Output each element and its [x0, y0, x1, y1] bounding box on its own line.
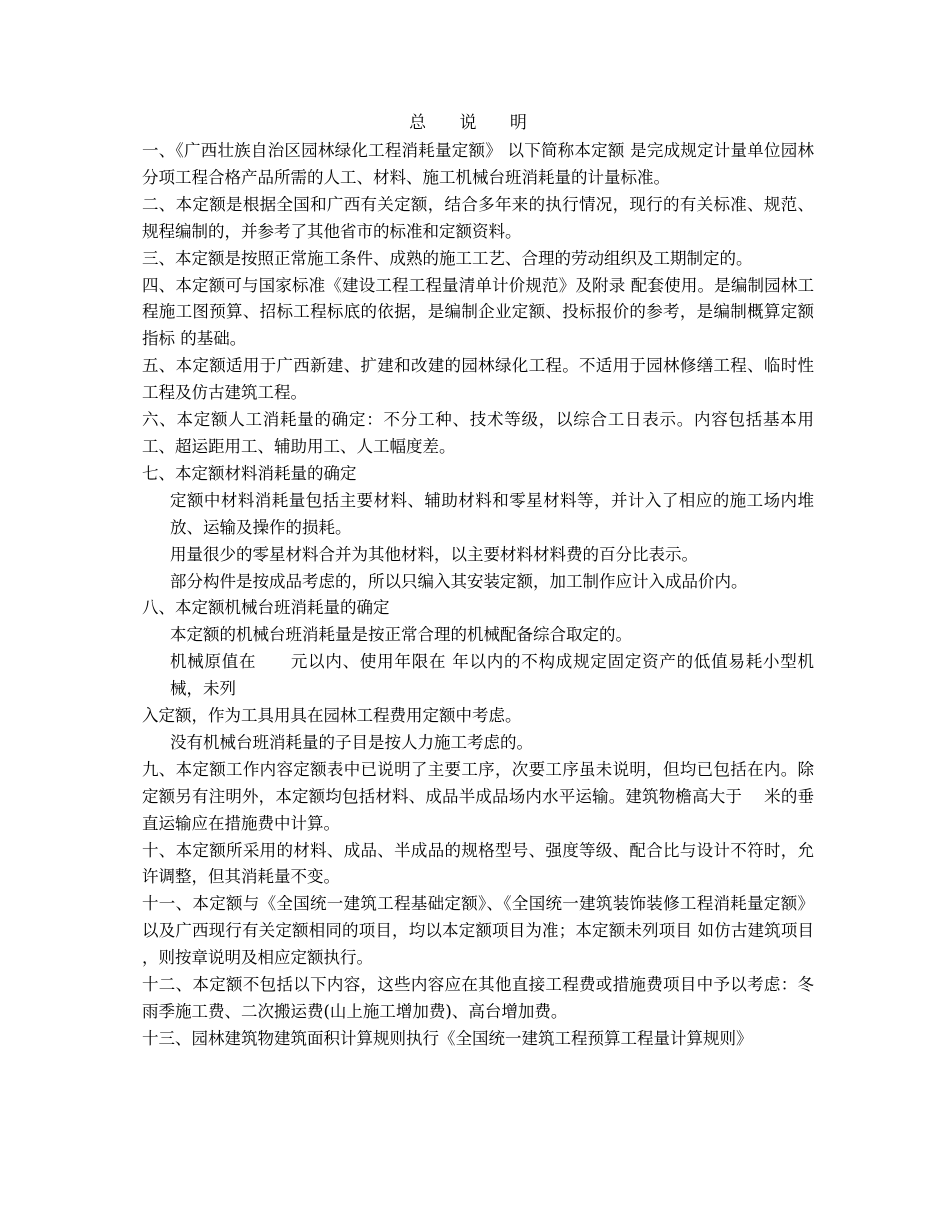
paragraph-13: 十三、园林建筑物建筑面积计算规则执行《全国统一建筑工程预算工程量计算规则》 — [142, 1028, 753, 1048]
paragraph-4: 四、本定额可与国家标准《建设工程工程量清单计价规范》及附录 配套使用。是编制园林工程施工图预算、招标工程标底的依据，是编制企业定额、投标报价的参考，是编制概算定额 指标 的基础。 — [142, 275, 814, 349]
document-body — [142, 138, 814, 1053]
paragraph-7-heading: 七、本定额材料消耗量的确定 — [142, 463, 357, 483]
paragraph-8-item-3: 没有机械台班消耗量的子目是按人力施工考虑的。 — [170, 732, 533, 752]
paragraph-1: 一、《广西壮族自治区园林绿化工程消耗量定额》 以下简称本定额 是完成规定计量单位园林分项工程合格产品所需的人工、材料、施工机械台班消耗量的计量标准。 — [142, 141, 814, 187]
paragraph-10: 十、本定额所采用的材料、成品、半成品的规格型号、强度等级、配合比与设计不符时，允许调整，但其消耗量不变。 — [142, 840, 814, 887]
paragraph-8-item-2-continued: 入定额，作为工具用具在园林工程费用定额中考虑。 — [142, 706, 522, 726]
paragraph-8-item-2: 机械原值在 元以内、使用年限在 年以内的不构成规定固定资产的低值易耗小型机械，未列 — [170, 652, 814, 699]
paragraph-8-item-1: 本定额的机械台班消耗量是按正常合理的机械配备综合取定的。 — [170, 625, 632, 645]
document-title: 总 说 明 — [409, 113, 541, 133]
paragraph-7-item-3: 部分构件是按成品考虑的，所以只编入其安装定额，加工制作应计入成品价内。 — [170, 571, 748, 591]
paragraph-11: 十一、本定额与《全国统一建筑工程基础定额》、《全国统一建筑装饰装修工程消耗量定额》以及广西现行有关定额相同的项目，均以本定额项目为准；本定额未列项目 如仿古建筑项目 ，则按章说明及相应定额执行。 — [142, 894, 814, 968]
paragraph-3: 三、本定额是按照正常施工条件、成熟的施工工艺、合理的劳动组织及工期制定的。 — [142, 248, 753, 268]
paragraph-2: 二、本定额是根据全国和广西有关定额，结合多年来的执行情况，现行的有关标准、规范、规程编制的，并参考了其他省市的标准和定额资料。 — [142, 194, 814, 241]
paragraph-8-heading: 八、本定额机械台班消耗量的确定 — [142, 598, 390, 618]
paragraph-12: 十二、本定额不包括以下内容，这些内容应在其他直接工程费或措施费项目中予以考虑：冬雨季施工费、二次搬运费(山上施工增加费)、高台增加费。 — [142, 975, 814, 1021]
paragraph-9: 九、本定额工作内容定额表中已说明了主要工序，次要工序虽未说明，但均已包括在内。除定额另有注明外，本定额均包括材料、成品半成品场内水平运输。建筑物檐高大于 米的垂直运输应在措施费中计算。 — [142, 759, 814, 833]
paragraph-7-item-2: 用量很少的零星材料合并为其他材料，以主要材料材料费的百分比表示。 — [170, 544, 698, 564]
paragraph-7-item-1: 定额中材料消耗量包括主要材料、辅助材料和零星材料等，并计入了相应的施工场内堆放、运输及操作的损耗。 — [170, 490, 814, 537]
paragraph-6: 六、本定额人工消耗量的确定：不分工种、技术等级，以综合工日表示。内容包括基本用工、超运距用工、辅助用工、人工幅度差。 — [142, 410, 814, 456]
paragraph-5: 五、本定额适用于广西新建、扩建和改建的园林绿化工程。不适用于园林修缮工程、临时性工程及仿古建筑工程。 — [142, 356, 814, 403]
